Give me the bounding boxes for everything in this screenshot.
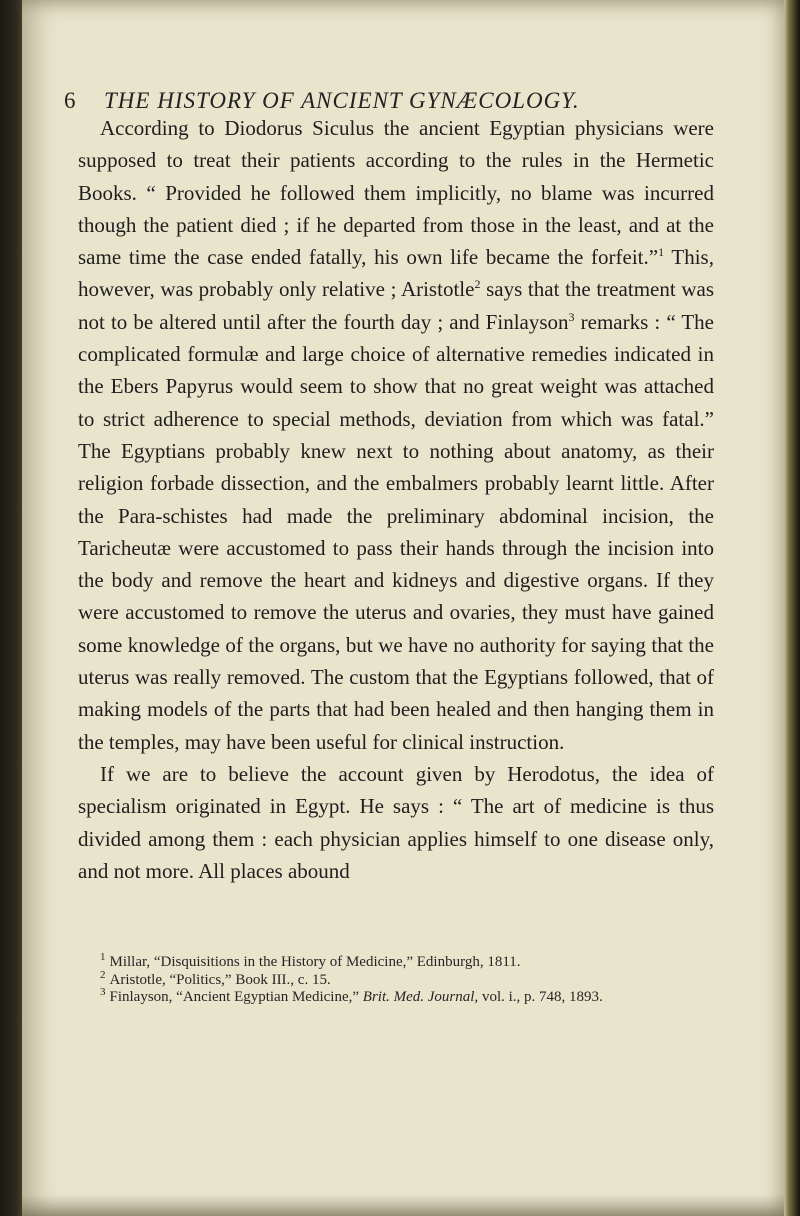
footnote-text: Aristotle, “Politics,” Book III., c. 15. — [109, 971, 331, 988]
page-bottom-shade — [22, 1194, 790, 1216]
footnote-text: Millar, “Disquisitions in the History of Medicine,” Edinburgh, 1811. — [109, 954, 521, 970]
paragraph-text: This, however, was probably only relative ; Aristotle — [78, 245, 714, 302]
scan-right-edge — [784, 0, 800, 1216]
paragraph-text: remarks : “ The complicated formulæ and large choice of alternative remedies indicated in the Ebers Papyrus would seem to show that no great weight was attached to strict adherence to special methods, deviation from which was fatal.” The Egyptians probably knew next to nothing about anatomy, as their religion forbade dissection, and the embalmers probably learnt little. After the Para-schistes had made the preliminary abdominal incision, the Taricheutæ were accustomed to pass their hands through the incision into the body and remove the heart and kidneys and digestive organs. If they were accustomed to remove the uterus and ovaries, they must have gained some knowledge of the organs, but we have no authority for saying that the uterus was really removed. The custom that the Egyptians followed, that of making models of the parts that had been healed and then hanging them in the temples, may have been useful for clinical instruction. — [78, 309, 715, 754]
footnote-number: 2 — [100, 968, 106, 981]
paragraph-text: says that the treatment was not to be altered until after the fourth day ; and Finlayson — [78, 277, 714, 334]
footnote — [78, 986, 714, 1007]
page-number: 6 — [64, 88, 77, 113]
footnote-ref: 1 — [658, 245, 665, 260]
paragraph-herodotus: If we are to believe the account given by Herodotus, the idea of specialism originated in Egypt. He says : “ The art of medicine is thus divided among them : each physician applies himself to one disease only, and not more. All places abound — [78, 761, 714, 883]
footnote — [78, 951, 714, 972]
paragraph-text: According to Diodorus Siculus the ancient Egyptian physicians were supposed to treat their patients according to the rules in the Hermetic Books. “ Provided he followed them implicitly, no blame was incurred though the patient died ; if he departed from those in the least, and at the same time the case ended fatally, his own life became the forfeit.” — [78, 116, 714, 270]
running-title: THE HISTORY OF ANCIENT GYNÆCOLOGY. — [104, 88, 580, 113]
footnote — [78, 968, 714, 990]
journal-title: Brit. Med. Journal, — [362, 989, 479, 1005]
footnotes — [78, 951, 714, 1007]
footnote-ref: 3 — [568, 309, 575, 324]
footnote-number: 1 — [100, 951, 106, 963]
footnote-number: 3 — [100, 986, 106, 998]
paragraph-diodorus — [78, 112, 714, 758]
body-text — [78, 112, 714, 887]
footnote-ref: 2 — [474, 277, 481, 292]
footnote-text: vol. i., p. 748, 1893. — [478, 989, 603, 1005]
footnote-text: Finlayson, “Ancient Egyptian Medicine,” — [109, 989, 363, 1005]
